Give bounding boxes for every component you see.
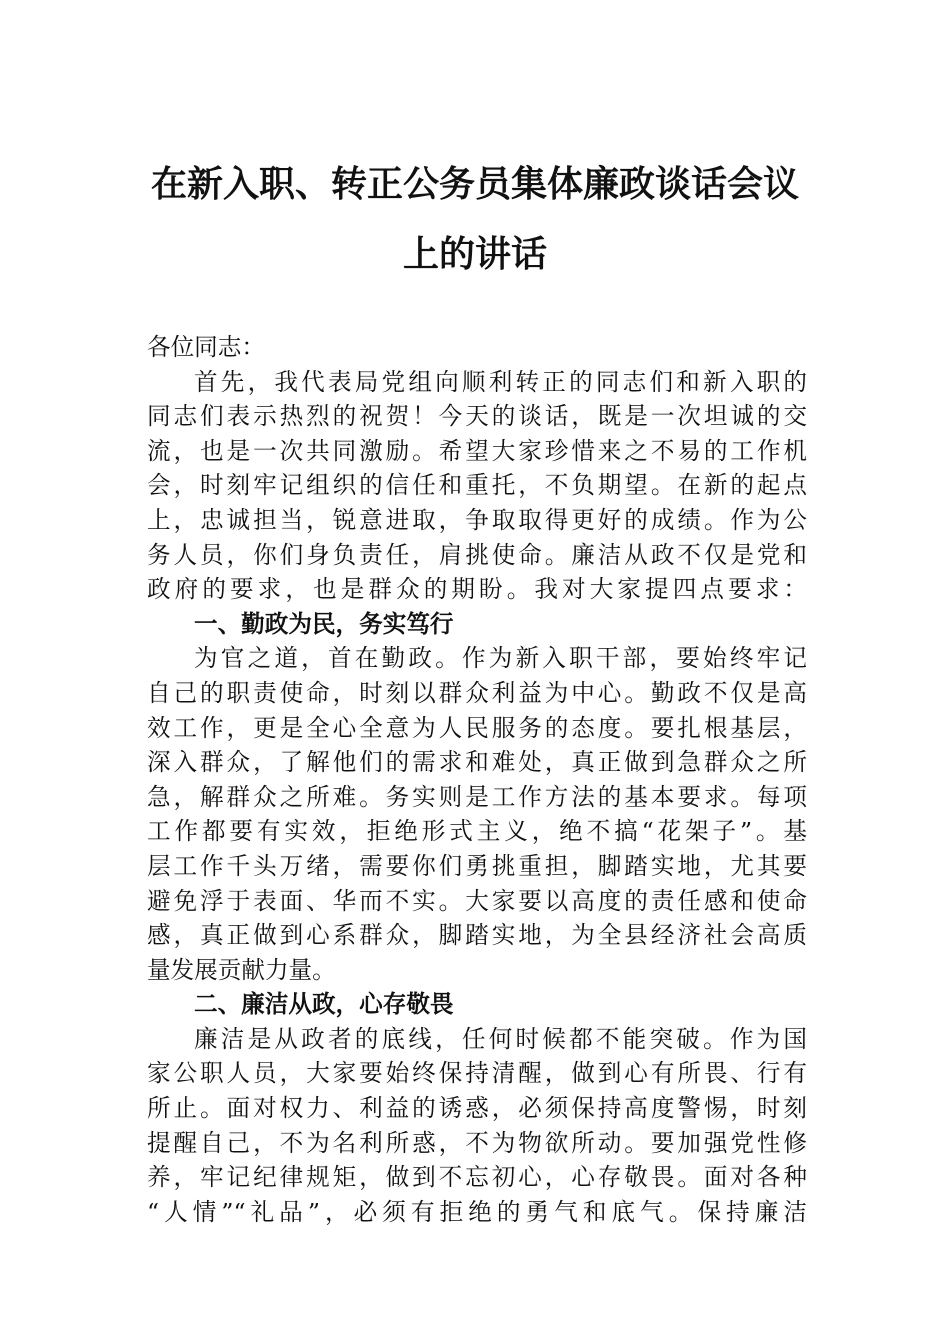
intro-line: 政府的要求，也是群众的期盼。我对大家提四点要求： (147, 575, 807, 604)
section2-line: “人情”“礼品”，必须有拒绝的勇气和底气。保持廉洁 (147, 1197, 807, 1226)
section1-line: 感，真正做到心系群众，脚踏实地，为全县经济社会高质 (147, 921, 807, 950)
section2-line: 所止。面对权力、利益的诱惑，必须保持高度警惕，时刻 (147, 1094, 807, 1123)
section-heading-1: 一、勤政为民，务实笃行 (194, 609, 454, 638)
section2-line: 廉洁是从政者的底线，任何时候都不能突破。作为国 (194, 1024, 807, 1053)
section-heading-2: 二、廉洁从政，心存敬畏 (194, 990, 454, 1019)
intro-line: 首先，我代表局党组向顺利转正的同志们和新入职的 (194, 367, 807, 396)
salutation: 各位同志： (147, 333, 265, 361)
section1-line: 深入群众，了解他们的需求和难处，真正做到急群众之所 (147, 748, 807, 777)
section1-line: 自己的职责使命，时刻以群众利益为中心。勤政不仅是高 (147, 678, 807, 707)
intro-line: 同志们表示热烈的祝贺！今天的谈话，既是一次坦诚的交 (147, 402, 807, 431)
intro-line: 流，也是一次共同激励。希望大家珍惜来之不易的工作机 (147, 436, 807, 465)
section1-line: 为官之道，首在勤政。作为新入职干部，要始终牢记 (194, 644, 807, 673)
section1-line: 急，解群众之所难。务实则是工作方法的基本要求。每项 (147, 782, 807, 811)
section2-line: 提醒自己，不为名利所惑，不为物欲所动。要加强党性修 (147, 1128, 807, 1157)
section2-line: 家公职人员，大家要始终保持清醒，做到心有所畏、行有 (147, 1059, 807, 1088)
section1-line: 避免浮于表面、华而不实。大家要以高度的责任感和使命 (147, 886, 807, 915)
section2-line: 养，牢记纪律规矩，做到不忘初心，心存敬畏。面对各种 (147, 1163, 807, 1192)
intro-line: 务人员，你们身负责任，肩挑使命。廉洁从政不仅是党和 (147, 540, 807, 569)
section1-line: 效工作，更是全心全意为人民服务的态度。要扎根基层， (147, 713, 807, 742)
intro-line: 会，时刻牢记组织的信任和重托，不负期望。在新的起点 (147, 471, 807, 500)
document-title-line-2: 上的讲话 (402, 234, 547, 275)
intro-line: 上，忠诚担当，锐意进取，争取取得更好的成绩。作为公 (147, 505, 807, 534)
document-body (147, 330, 807, 1229)
document-title-line-1: 在新入职、转正公务员集体廉政谈话会议 (150, 164, 799, 205)
section1-line: 工作都要有实效，拒绝形式主义，绝不搞“花架子”。基 (147, 817, 807, 846)
section1-line: 层工作千头万绪，需要你们勇挑重担，脚踏实地，尤其要 (147, 851, 807, 880)
section1-line: 量发展贡献力量。 (147, 955, 336, 984)
